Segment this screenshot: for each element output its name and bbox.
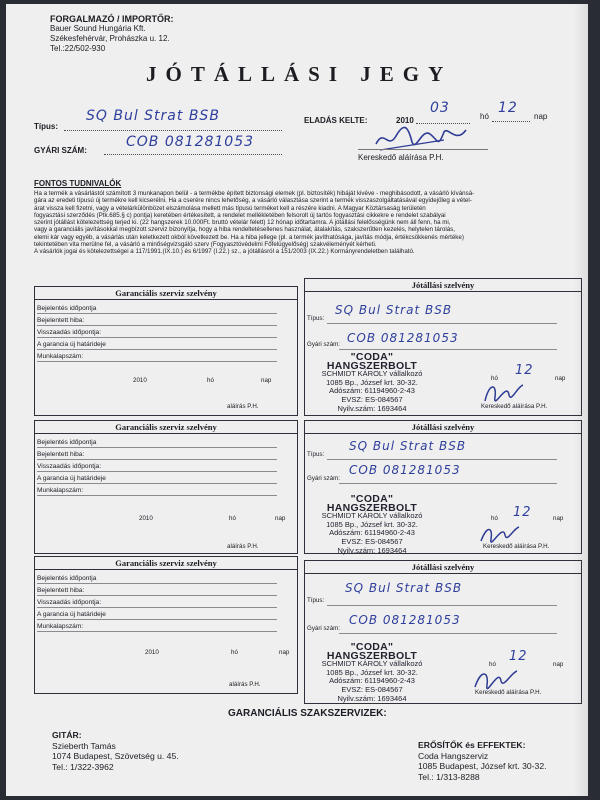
stamp-tax-number: Adószám: 61194960-2-43 (329, 528, 415, 538)
stamp-shop-name: "CODA" HANGSZERBOLT (326, 351, 418, 372)
guitar-service-phone: Tel.: 1/322-3962 (52, 761, 114, 772)
stamp-evsz: EVSZ: ES-084567 (341, 684, 403, 694)
distributor-line-2: Székesfehérvár, Prohászka u. 12. (50, 34, 170, 43)
notes-line-2: gára az eredeti típusú új termékre kell kicserélni. Ha a cserére nincs lehetőség, a vásárló választása szerint a termék visszaszolgáltatásával egyidejűleg a vétel- (34, 197, 472, 205)
fault-label: Bejelentett hiba: (37, 317, 85, 324)
serial-label: GYÁRI SZÁM: (34, 146, 87, 155)
stamp-tax-number: Adószám: 61194960-2-43 (329, 676, 415, 686)
coupon-month: hó (489, 661, 496, 668)
coupon-signature-scribble (477, 521, 521, 545)
coupon-serial-label: Gyári szám: (307, 475, 341, 482)
field-line (37, 607, 277, 608)
stamp-registry: Nyilv.szám: 1693464 (337, 693, 407, 703)
coupon-signature: Kereskedő aláírása P.H. (475, 689, 542, 696)
coupon-month: hó (231, 649, 238, 656)
service-coupon-title: Garanciális szerviz szelvény (35, 421, 297, 434)
warranty-card (6, 4, 588, 796)
notes-line-3: árat vissza kell fizetni, vagy a vételárkülönbözet elszámolása mellett más típusú terméket kell a részére kiadni. A Magyar Köztársaság területén (34, 204, 426, 212)
field-line (339, 349, 557, 350)
merchant-signature-label: Kereskedő aláírása P.H. (358, 153, 444, 162)
type-label: Típus: (34, 122, 58, 131)
stamp-address: 1085 Bp., József krt. 30-32. (326, 519, 418, 529)
type-underline (64, 130, 282, 131)
field-line (339, 633, 557, 634)
worksheet-number-label: Munkalapszám: (37, 623, 84, 630)
stamp-shop-name: "CODA" HANGSZERBOLT (326, 493, 418, 514)
amp-service-phone: Tel.: 1/313-8288 (418, 771, 480, 782)
sale-date-label: ELADÁS KELTE: (304, 116, 368, 125)
distributor-line-3: Tel.:22/502-930 (50, 44, 106, 53)
coupon-serial-label: Gyári szám: (307, 625, 341, 632)
new-deadline-label: A garancia új határideje (37, 341, 106, 348)
coupon-signature-scribble (481, 379, 525, 405)
type-handwritten: SQ Bul Strat BSB (86, 108, 220, 124)
serial-underline (104, 154, 282, 155)
guitar-service-address: 1074 Budapest, Szövetség u. 45. (52, 751, 179, 762)
notes-text (34, 190, 579, 256)
service-heading: GARANCIÁLIS SZAKSZERVIZEK: (228, 708, 387, 719)
service-coupon-2 (34, 420, 298, 554)
sale-date-year: 2010 (396, 116, 414, 125)
coupon-serial-label: Gyári szám: (307, 341, 341, 348)
field-line (37, 337, 277, 338)
sale-day-underline (492, 121, 530, 122)
worksheet-number-label: Munkalapszám: (37, 487, 84, 494)
stamp-owner: SCHMIDT KÁROLY vállalkozó (321, 369, 423, 379)
guitar-service-label: GITÁR: (52, 730, 82, 740)
coupon-type-handwritten: SQ Bul Strat BSB (345, 581, 463, 595)
report-date-label: Bejelentés időpontja (37, 305, 97, 312)
field-line (37, 495, 277, 496)
coupon-month: hó (229, 515, 236, 522)
warranty-coupon-1 (304, 278, 582, 416)
stamp-address: 1085 Bp., József krt. 30-32. (326, 377, 418, 387)
amp-service-name: Coda Hangszerviz (418, 750, 489, 761)
coupon-signature: aláírás P.H. (227, 403, 259, 410)
field-line (37, 471, 277, 472)
stamp-shop-name: "CODA" HANGSZERBOLT (326, 641, 418, 662)
warranty-coupon-title: Jótállási szelvény (305, 421, 581, 434)
warranty-coupon-title: Jótállási szelvény (305, 279, 581, 292)
coupon-day-handwritten: 12 (509, 649, 528, 664)
shop-stamp (305, 495, 439, 555)
coupon-type-handwritten: SQ Bul Strat BSB (349, 439, 467, 453)
warranty-coupon-title: Jótállási szelvény (305, 561, 581, 574)
notes-line-1: Ha a termék a vásárlástól számított 3 munkanapon belül - a termékbe épített biztonsági elemek (pl. biztosíték) hibáját kivéve - meghibásodott, a vásárló kívánsá- (34, 190, 475, 197)
field-line (327, 323, 557, 324)
service-coupon-title: Garanciális szerviz szelvény (35, 287, 297, 300)
return-date-label: Visszaadás időpontja: (37, 329, 102, 336)
sale-month-suffix: hó (480, 112, 489, 121)
coupon-serial-handwritten: COB 081281053 (349, 613, 461, 627)
worksheet-number-label: Munkalapszám: (37, 353, 84, 360)
coupon-day-handwritten: 12 (513, 505, 532, 520)
guitar-service-block (52, 730, 252, 772)
report-date-label: Bejelentés időpontja (37, 439, 97, 446)
return-date-label: Visszaadás időpontja: (37, 463, 102, 470)
stamp-tax-number: Adószám: 61194960-2-43 (329, 386, 415, 396)
field-line (37, 459, 277, 460)
service-coupon-title: Garanciális szerviz szelvény (35, 557, 297, 570)
field-line (37, 631, 277, 632)
field-line (339, 483, 557, 484)
service-coupon-3 (34, 556, 298, 694)
field-line (37, 483, 277, 484)
service-coupon-1 (34, 286, 298, 416)
notes-line-5: szerint jótállást kötelezettség terjed ki. (22 hangszerek 10.000Ft. bruttó vételár felett) 12 hónap időtartamra. A jótállási felelősségünk nem áll fenn, ha mi, (34, 219, 451, 227)
coupon-day: nap (553, 515, 564, 522)
stamp-evsz: EVSZ: ES-084567 (341, 536, 403, 546)
field-line (37, 313, 277, 314)
field-line (37, 349, 277, 350)
stamp-owner: SCHMIDT KÁROLY vállalkozó (321, 659, 423, 669)
coupon-day: nap (279, 649, 290, 656)
stamp-registry: Nyilv.szám: 1693464 (337, 545, 407, 555)
serial-handwritten: COB 081281053 (126, 134, 255, 150)
report-date-label: Bejelentés időpontja (37, 575, 97, 582)
coupon-month: hó (491, 515, 498, 522)
new-deadline-label: A garancia új határideje (37, 611, 106, 618)
distributor-heading: FORGALMAZÓ / IMPORTŐR: (50, 14, 174, 24)
fault-label: Bejelentett hiba: (37, 451, 85, 458)
coupon-month: hó (491, 375, 498, 382)
coupon-serial-handwritten: COB 081281053 (347, 331, 459, 345)
notes-line-6: vagy a garanciális javításokkal megbízott szerviz bizonyítja, hogy a hiba rendeltetésellenes használat, átalakítás, szakszerűtlen kezelés, helytelen tárolás, (34, 226, 455, 234)
field-line (37, 595, 277, 596)
merchant-signature-line (358, 149, 488, 150)
coupon-signature: Kereskedő aláírása P.H. (481, 403, 548, 410)
new-deadline-label: A garancia új határideje (37, 475, 106, 482)
guitar-service-name: Szieberth Tamás (52, 740, 116, 751)
coupon-signature-scribble (471, 665, 519, 691)
coupon-signature: aláírás P.H. (227, 543, 259, 550)
sale-day-suffix: nap (534, 112, 548, 121)
notes-line-7: elemi kár vagy egyéb, a vásárlás után keletkezett okból következett be. Ha a hiba jellege (pl. a termék javíthatósága, javítás módja, értékcsökkenés mértéke) (34, 233, 464, 241)
coupon-day: nap (553, 661, 564, 668)
amp-service-block (418, 740, 586, 782)
coupon-type-label: Típus: (307, 597, 325, 604)
coupon-year: 2010 (145, 649, 159, 656)
coupon-signature: Kereskedő aláírása P.H. (483, 543, 550, 550)
notes-line-4: fogyasztási szerződés (Ptk.685.§ c) pontja) keretében értékesített, a rendelet mellékletében felsorolt új tartós fogyasztási cikkekre e rendelet szabályai (34, 211, 446, 219)
coupon-year: 2010 (133, 377, 147, 384)
coupon-year: 2010 (139, 515, 153, 522)
document-title: JÓTÁLLÁSI JEGY (146, 62, 453, 86)
field-line (327, 605, 557, 606)
stamp-registry: Nyilv.szám: 1693464 (337, 403, 407, 413)
notes-heading: FONTOS TUDNIVALÓK (34, 179, 122, 188)
coupon-day: nap (261, 377, 272, 384)
field-line (37, 361, 277, 362)
return-date-label: Visszaadás időpontja: (37, 599, 102, 606)
shop-stamp (305, 353, 439, 413)
stamp-owner: SCHMIDT KÁROLY vállalkozó (321, 511, 423, 521)
coupon-serial-handwritten: COB 081281053 (349, 463, 461, 477)
coupon-day: nap (555, 375, 566, 382)
fault-label: Bejelentett hiba: (37, 587, 85, 594)
field-line (37, 619, 277, 620)
coupon-type-label: Típus: (307, 451, 325, 458)
warranty-coupon-3 (304, 560, 582, 704)
distributor-block (50, 14, 210, 54)
coupon-signature: aláírás P.H. (229, 681, 261, 688)
stamp-evsz: EVSZ: ES-084567 (341, 394, 403, 404)
sale-month-handwritten: 03 (430, 100, 450, 116)
field-line (37, 447, 277, 448)
coupon-month: hó (207, 377, 214, 384)
amp-service-address: 1085 Budapest, József krt. 30-32. (418, 761, 547, 772)
warranty-coupon-2 (304, 420, 582, 554)
coupon-day: nap (275, 515, 286, 522)
field-line (327, 459, 557, 460)
shop-stamp (305, 643, 439, 703)
stamp-address: 1085 Bp., József krt. 30-32. (326, 667, 418, 677)
field-line (37, 583, 277, 584)
coupon-type-handwritten: SQ Bul Strat BSB (335, 303, 453, 317)
distributor-line-1: Bauer Sound Hungária Kft. (50, 24, 146, 33)
amp-service-label: ERŐSÍTŐK és EFFEKTEK: (418, 740, 526, 750)
notes-line-9: A vásárlók jogai és kötelezettségei a 117/1991.(IX.10.) és 6/1997 (I.22.) sz., a jótállásról a 151/2003 (IX.22.) Kormányrendeletben található. (34, 248, 415, 256)
coupon-type-label: Típus: (307, 315, 325, 322)
coupon-day-handwritten: 12 (515, 363, 534, 378)
field-line (37, 325, 277, 326)
sale-day-handwritten: 12 (498, 100, 518, 116)
notes-line-8: tekintetében vita merülne fel, a vásárló a minőségvizsgáló szerv (Fogyasztóvédelmi Főfelügyelőség) szakvéleményét kérheti. (34, 241, 377, 249)
